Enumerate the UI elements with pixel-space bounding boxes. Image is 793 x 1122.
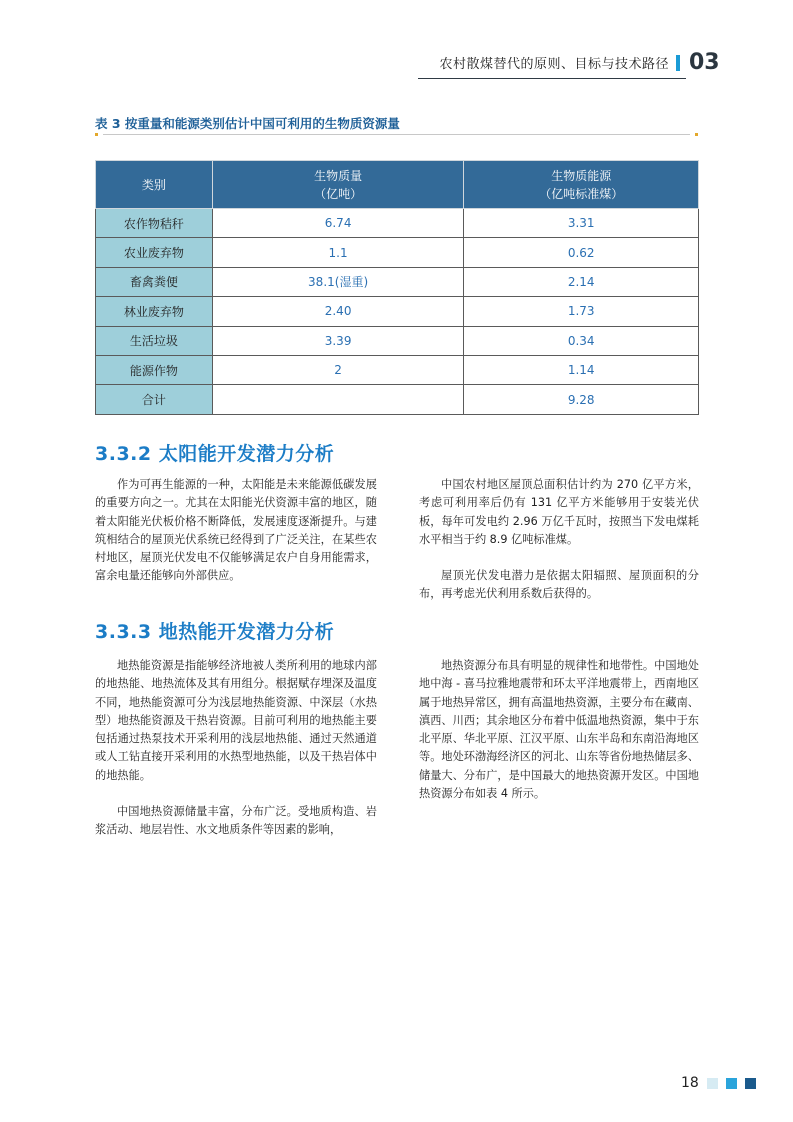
table-row xyxy=(96,326,699,355)
row-category: 畜禽粪便 xyxy=(96,267,213,296)
paragraph: 中国农村地区屋顶总面积估计约为 270 亿平方米，考虑可利用率后仍有 131 亿平方米能够用于安装光伏板，每年可发电约 2.96 万亿千瓦时，按照当下发电煤耗水平相当于约 8.9 亿吨标准煤。 xyxy=(419,478,699,546)
row-category: 能源作物 xyxy=(96,355,213,384)
caption-rule-dot-left xyxy=(95,133,98,136)
solar-right-column xyxy=(419,476,699,604)
table-header-row xyxy=(96,161,699,209)
geothermal-right-column xyxy=(419,657,699,803)
header-category xyxy=(96,161,213,209)
row-mass: 1.1 xyxy=(212,238,464,267)
biomass-table xyxy=(95,160,699,415)
row-mass: 2.40 xyxy=(212,297,464,326)
row-energy: 0.34 xyxy=(464,326,699,355)
section-heading-geothermal: 3.3.3 地热能开发潜力分析 xyxy=(95,621,335,643)
row-category: 农作物秸秆 xyxy=(96,209,213,238)
paragraph: 地热资源分布具有明显的规律性和地带性。中国地处地中海 - 喜马拉雅地震带和环太平洋地震带上，西南地区属于地热异常区，拥有高温地热资源，主要分布在藏南、滇西、川西；其余地区分布着中低温地热资源，集中于东北平原、华北平原、江汉平原、山东半岛和东南沿海地区等。地处环渤海经济区的河北、山东等省份地热储层多、储量大、分布广，是中国最大的地热资源开发区。中国地热资源分布如表 4 所示。 xyxy=(419,659,699,801)
row-energy: 9.28 xyxy=(464,385,699,414)
section-heading-solar: 3.3.2 太阳能开发潜力分析 xyxy=(95,443,335,465)
header-mass-line1: 生物质量 xyxy=(314,168,363,183)
caption-rule-dot-right xyxy=(695,133,698,136)
row-energy: 3.31 xyxy=(464,209,699,238)
table-row xyxy=(96,267,699,296)
row-energy: 2.14 xyxy=(464,267,699,296)
header-title: 农村散煤替代的原则、目标与技术路径 xyxy=(439,57,669,72)
header-energy-line2: （亿吨标准煤） xyxy=(539,186,624,201)
row-category: 合计 xyxy=(96,385,213,414)
header-mass-line2: （亿吨） xyxy=(314,186,363,201)
caption-rule xyxy=(95,133,698,136)
row-energy: 0.62 xyxy=(464,238,699,267)
row-category: 林业废弃物 xyxy=(96,297,213,326)
table-row xyxy=(96,238,699,267)
table-caption: 表 3 按重量和能源类别估计中国可利用的生物质资源量 xyxy=(95,116,400,131)
paragraph: 中国地热资源储量丰富，分布广泛。受地质构造、岩浆活动、地层岩性、水文地质条件等因素的影响， xyxy=(95,805,377,837)
header-energy-line1: 生物质能源 xyxy=(551,168,612,183)
caption-rule-line xyxy=(103,134,690,135)
table-total-row xyxy=(96,385,699,414)
header-category-line1: 类别 xyxy=(141,177,166,192)
geothermal-left-column xyxy=(95,657,377,840)
table-row xyxy=(96,209,699,238)
row-mass: 38.1(湿重) xyxy=(212,267,464,296)
row-mass: 2 xyxy=(212,355,464,384)
row-energy: 1.73 xyxy=(464,297,699,326)
paragraph: 屋顶光伏发电潜力是依据太阳辐照、屋顶面积的分布，再考虑光伏利用系数后获得的。 xyxy=(419,569,699,601)
row-mass: 3.39 xyxy=(212,326,464,355)
header-biomass-energy xyxy=(464,161,699,209)
paragraph: 作为可再生能源的一种，太阳能是未来能源低碳发展的重要方向之一。尤其在太阳能光伏资源丰富的地区，随着太阳能光伏板价格不断降低，发展速度逐渐提升。与建筑相结合的屋顶光伏系统已经得到了广泛关注，在某些农村地区，屋顶光伏发电不仅能够满足农户自身用能需求，富余电量还能够向外部供应。 xyxy=(95,478,377,583)
table-row xyxy=(96,355,699,384)
row-energy: 1.14 xyxy=(464,355,699,384)
footer-square-mid xyxy=(726,1078,737,1089)
header-accent-bar xyxy=(676,55,680,71)
header-biomass-mass xyxy=(212,161,464,209)
table-row xyxy=(96,297,699,326)
footer-square-light xyxy=(707,1078,718,1089)
chapter-number: 03 xyxy=(689,50,720,75)
row-mass: 6.74 xyxy=(212,209,464,238)
paragraph: 地热能资源是指能够经济地被人类所利用的地球内部的地热能、地热流体及其有用组分。根据赋存埋深及温度不同，地热能资源可分为浅层地热能资源、中深层（水热型）地热能资源及干热岩资源。目前可利用的地热能主要包括通过热泵技术开采利用的浅层地热能、通过天然通道或人工钻直接开采利用的水热型地热能，以及干热岩体中的地热能。 xyxy=(95,659,377,782)
header-rule xyxy=(418,78,686,79)
row-category: 生活垃圾 xyxy=(96,326,213,355)
solar-left-column xyxy=(95,476,377,586)
row-category: 农业废弃物 xyxy=(96,238,213,267)
row-mass xyxy=(212,385,464,414)
footer-square-dark xyxy=(745,1078,756,1089)
page-number: 18 xyxy=(681,1075,699,1091)
